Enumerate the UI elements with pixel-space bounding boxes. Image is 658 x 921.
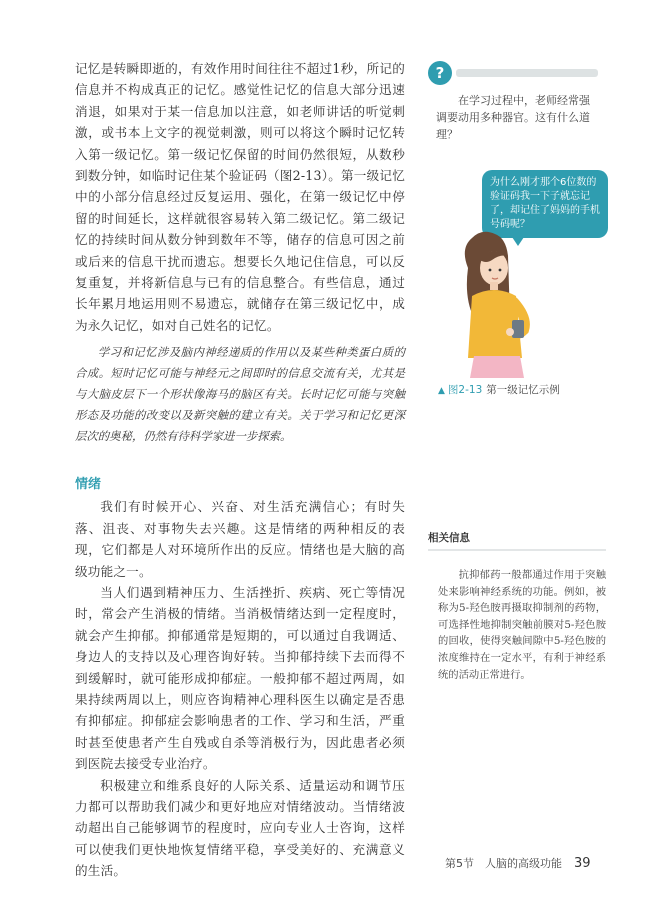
related-info-text: 抗抑郁药一般都通过作用于突触处来影响神经系统的功能。例如，被称为5-羟色胺再摄取抑制剂的药物，可选择性地抑制突触前膜对5-羟色胺的回收，使得突触间隙中5-羟色胺的浓度维持在一定水平，有利于神经系统的活动正常进行。 <box>438 569 606 681</box>
girl-with-phone-illustration <box>450 168 595 378</box>
side-column <box>428 58 598 143</box>
caption-triangle-icon: ▲ <box>438 386 445 396</box>
main-column <box>75 58 405 882</box>
paragraph-coping: 积极建立和维系良好的人际关系、适量运动和调节压力都可以帮助我们减少和更好地应对情绪波动。当情绪波动超出自己能够调节的程度时，应向专业人士咨询，这样可以使我们更快地恢复情绪平稳，享受美好的、充满意义的生活。 <box>75 777 405 879</box>
question-header <box>428 58 598 88</box>
caption-text: 第一级记忆示例 <box>486 384 560 396</box>
related-info-title: 相关信息 <box>428 530 606 551</box>
caption-label: 图2-13 <box>447 384 483 396</box>
question-divider-bar <box>456 69 598 77</box>
question-icon: ? <box>428 61 452 85</box>
page-footer <box>445 855 591 871</box>
page-number: 39 <box>574 855 591 871</box>
figure-girl-phone <box>450 168 600 378</box>
speech-bubble: 为什么刚才那个6位数的验证码我一下子就忘记了，却记住了妈妈的手机号码呢？ <box>482 170 608 238</box>
paragraph-emotion-intro: 我们有时候开心、兴奋、对生活充满信心；有时失落、沮丧、对事物失去兴趣。这是情绪的两种相反的表现，它们都是人对环境所作出的反应。情绪也是大脑的高级功能之一。 <box>75 499 405 579</box>
figure-caption <box>438 382 560 397</box>
side-question: 在学习过程中，老师经常强调要动用多种器官。这有什么道理？ <box>436 94 590 141</box>
paragraph-depression: 当人们遇到精神压力、生活挫折、疾病、死亡等情况时，常会产生消极的情绪。当消极情绪达到一定程度时，就会产生抑郁。抑郁通常是短期的，可以通过自我调适、身边人的支持以及心理咨询好转。当抑郁持续下去而得不到缓解时，就可能形成抑郁症。一般抑郁不超过两周，如果持续两周以上，则应咨询精神心理科医生以确定是否患有抑郁症。抑郁症会影响患者的工作、学习和生活，严重时甚至使患者产生自残或自杀等消极行为，因此患者必须到医院去接受专业治疗。 <box>75 584 405 772</box>
footer-section-title: 第5节 人脑的高级功能 <box>445 857 562 870</box>
note-learning-memory: 学习和记忆涉及脑内神经递质的作用以及某些种类蛋白质的合成。短时记忆可能与神经元之间即时的信息交流有关，尤其是与大脑皮层下一个形状像海马的脑区有关。长时记忆可能与突触形态及功能的改变以及新突触的建立有关。关于学习和记忆更深层次的奥秘，仍然有待科学家进一步探索。 <box>75 345 405 444</box>
related-info-box <box>428 530 606 683</box>
section-heading-emotion: 情绪 <box>75 477 102 493</box>
paragraph-memory-levels: 记忆是转瞬即逝的，有效作用时间往往不超过1秒，所记的信息并不构成真正的记忆。感觉性记忆的信息大部分迅速消退，如果对于某一信息加以注意，如老师讲话的听觉刺激，或书本上文字的视觉刺激，则可以将这个瞬时记忆转入第一级记忆。第一级记忆保留的时间仍然很短，从数秒到数分钟，如临时记住某个验证码（图2-13）。第一级记忆中的小部分信息经过反复运用、强化，在第一级记忆中停留的时间延长，这样就很容易转入第二级记忆。第二级记忆的持续时间从数分钟到数年不等，储存的信息可因之前或后来的信息干扰而遗忘。想要长久地记住信息，可以反复重复，并将新信息与已有的信息整合。有些信息，通过长年累月地运用则不易遗忘，就储存在第三级记忆中，成为永久记忆，如对自己姓名的记忆。 <box>75 61 405 333</box>
